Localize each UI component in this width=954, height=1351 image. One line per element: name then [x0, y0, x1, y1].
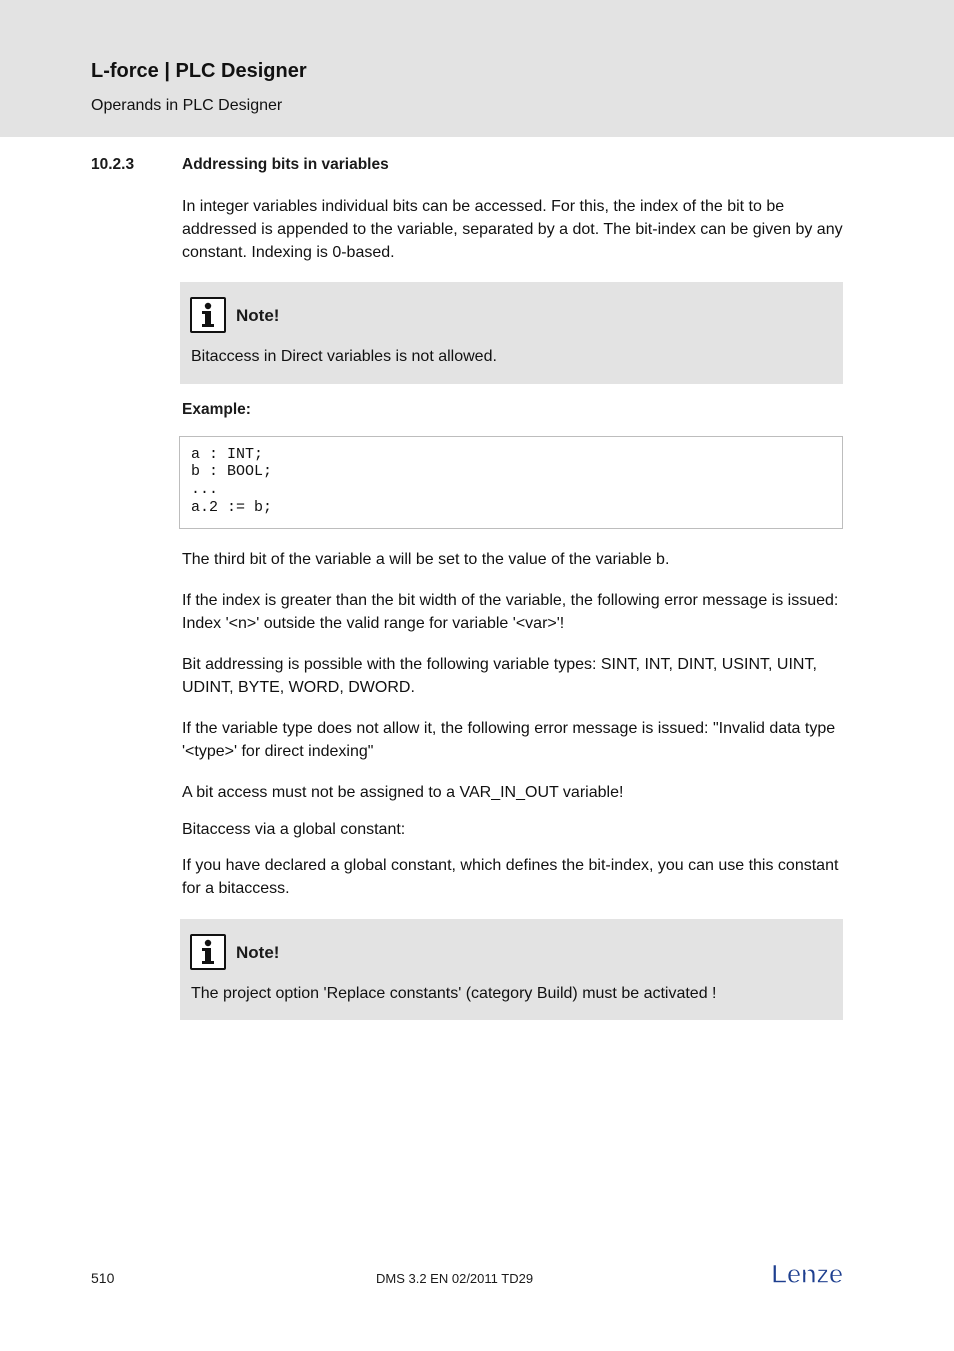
note-text: Bitaccess in Direct variables is not allowed.: [191, 348, 497, 365]
note-heading: Note!: [236, 306, 280, 325]
paragraph: Bit addressing is possible with the following variable types: SINT, INT, DINT, USINT, UINT, UDINT, BYTE, WORD, DWORD.: [182, 656, 817, 696]
document-reference: DMS 3.2 EN 02/2011 TD29: [376, 1271, 534, 1286]
paragraph: The third bit of the variable a will be set to the value of the variable b.: [182, 551, 670, 568]
intro-paragraph: In integer variables individual bits can be accessed. For this, the index of the bit to be addressed is appended to the variable, separated by a dot. The bit-index can be given by any constant. Indexing is 0-based.: [182, 198, 843, 261]
note-heading: Note!: [236, 943, 280, 962]
paragraph: A bit access must not be assigned to a VAR_IN_OUT variable!: [182, 784, 624, 801]
document-title: L-force | PLC Designer: [91, 60, 307, 82]
info-icon: [190, 297, 226, 333]
paragraph: If you have declared a global constant, which defines the bit-index, you can use this constant for a bitaccess.: [182, 857, 839, 897]
code-line: b : BOOL;: [191, 463, 273, 480]
paragraph: If the variable type does not allow it, the following error message is issued: "Invalid data type '<type>' for direct indexing": [182, 720, 836, 760]
note-box: [180, 919, 843, 1020]
code-line: a : INT;: [191, 446, 264, 463]
code-line: ...: [191, 481, 219, 498]
document-subtitle: Operands in PLC Designer: [91, 97, 283, 114]
svg-text:Lenze: Lenze: [771, 1259, 843, 1289]
info-icon: [190, 934, 226, 970]
note-text: The project option 'Replace constants' (category Build) must be activated !: [191, 985, 717, 1002]
code-line: a.2 := b;: [191, 499, 273, 516]
paragraph: Bitaccess via a global constant:: [182, 821, 406, 838]
note-box: [180, 282, 843, 384]
paragraph: If the index is greater than the bit width of the variable, the following error message is issued: Index '<n>' outside the valid range for variable '<var>'!: [182, 592, 839, 632]
page-number: 510: [91, 1270, 115, 1286]
code-block: [179, 436, 843, 529]
section-title: Addressing bits in variables: [182, 156, 389, 173]
page-header: [0, 0, 954, 137]
section-number: 10.2.3: [91, 156, 135, 173]
example-label: Example:: [182, 401, 251, 418]
lenze-logo: [770, 1256, 852, 1290]
